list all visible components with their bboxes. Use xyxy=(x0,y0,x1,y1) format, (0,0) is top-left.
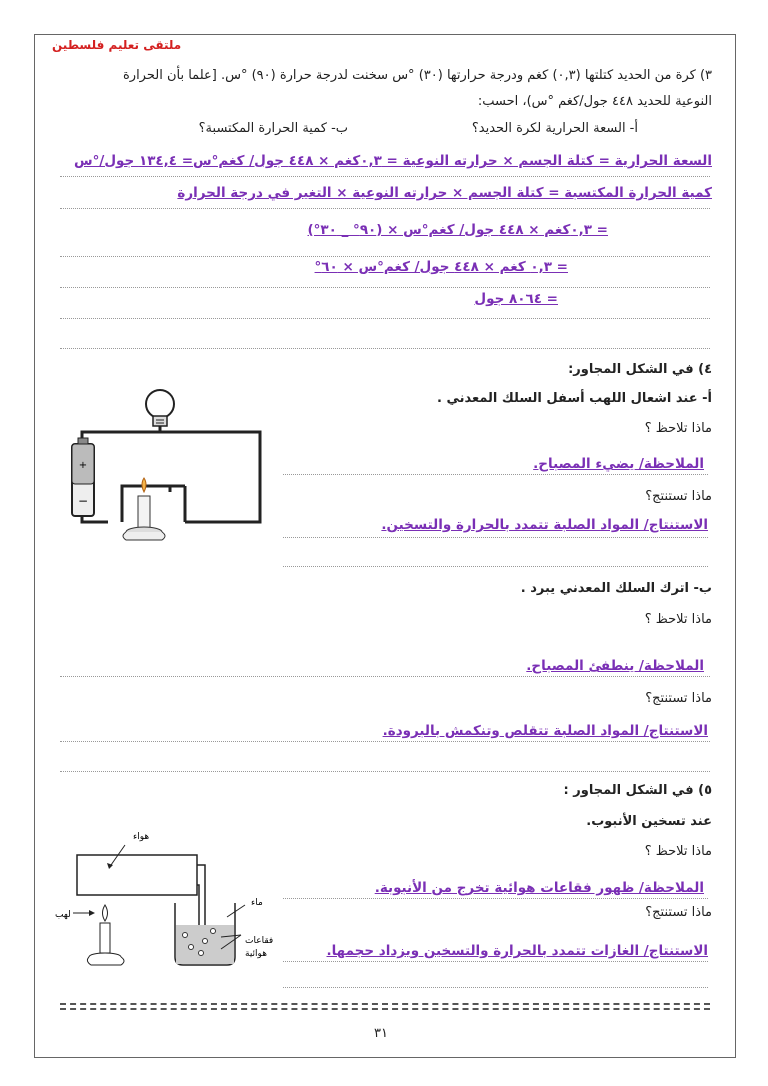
q3-line-2: النوعية للحديد ٤٤٨ جول/كغم °س)، احسب: xyxy=(477,94,712,109)
answer-line xyxy=(283,898,708,899)
answer-line xyxy=(60,741,710,742)
battery-icon xyxy=(72,438,94,516)
gas-expansion-diagram xyxy=(55,825,285,975)
q4-a-conclusion: الاستنتاج/ المواد الصلبة تتمدد بالحرارة والتسخين. xyxy=(381,517,708,533)
q3-answer-3: = ٠,٣كغم × ٤٤٨ جول/ كغم°س × (٩٠° _ ٣٠°) xyxy=(307,222,608,238)
q3-answer-1: السعة الحرارية = كتلة الجسم × حرارته النوعية = ٠,٣كغم × ٤٤٨ جول/ كغم°س= ١٣٤,٤ جول/°س xyxy=(74,153,712,169)
answer-line xyxy=(60,771,710,772)
separator-line xyxy=(60,1008,710,1010)
separator-line xyxy=(60,1003,710,1005)
label-bubbles-1: فقاعات xyxy=(245,936,274,946)
answer-line xyxy=(60,318,710,319)
q3-answer-2: كمية الحرارة المكتسبة = كتلة الجسم × حرارته النوعية × التغير في درجة الحرارة xyxy=(177,185,712,201)
q4-b-conclude-question: ماذا تستنتج؟ xyxy=(645,691,712,706)
flask-shape xyxy=(77,855,197,895)
q4-a-observe-question: ماذا تلاحظ ؟ xyxy=(644,421,712,436)
q3-answer-5: = ٨٠٦٤ جول xyxy=(474,291,558,307)
answer-line xyxy=(60,287,710,288)
answer-line xyxy=(60,348,710,349)
q5-title: ٥) في الشكل المجاور : xyxy=(563,783,712,798)
label-bubbles-2: هوائية xyxy=(245,949,267,959)
q5-conclusion: الاستنتاج/ الغازات تتمدد بالحرارة والتسخين ويزداد حجمها. xyxy=(326,943,708,959)
label-flame: لهب xyxy=(55,910,71,920)
q4-b-observation: الملاحظة/ ينطفئ المصباح. xyxy=(526,658,704,674)
answer-line xyxy=(283,987,708,988)
q4-a-conclude-question: ماذا تستنتج؟ xyxy=(645,489,712,504)
label-water: ماء xyxy=(251,898,263,908)
q4-a-observation: الملاحظة/ يضيء المصباح. xyxy=(533,456,704,472)
q4-title: ٤) في الشكل المجاور: xyxy=(568,362,712,377)
answer-line xyxy=(283,537,708,538)
q5-observe-question: ماذا تلاحظ ؟ xyxy=(644,844,712,859)
q3-line-1: ٣) كرة من الحديد كتلتها (٠,٣) كغم ودرجة حرارتها (٣٠) °س سخنت لدرجة حرارة (٩٠) °س. [علما بأن الحرارة xyxy=(122,68,712,83)
answer-line xyxy=(60,676,710,677)
q5-subtitle: عند تسخين الأنبوب. xyxy=(586,814,712,829)
answer-line xyxy=(283,961,708,962)
bulb-icon xyxy=(146,390,174,426)
svg-text:+: + xyxy=(78,460,88,471)
label-air: هواء xyxy=(133,832,150,842)
circuit-diagram xyxy=(60,380,280,570)
page-number: ٣١ xyxy=(374,1026,388,1041)
q3-part-b: ب- كمية الحرارة المكتسبة؟ xyxy=(198,121,348,136)
answer-line xyxy=(283,474,708,475)
answer-line xyxy=(60,176,710,177)
q5-conclude-question: ماذا تستنتج؟ xyxy=(645,905,712,920)
q3-part-a: أ- السعة الحرارية لكرة الحديد؟ xyxy=(471,121,638,136)
q5-observation: الملاحظة/ ظهور فقاعات هوائية تخرج من الأنبوبة. xyxy=(374,880,704,896)
q4-b-title: ب- اترك السلك المعدني يبرد . xyxy=(520,581,712,596)
brand-label: ملتقى تعليم فلسطين xyxy=(52,38,182,52)
answer-line xyxy=(60,208,710,209)
answer-line xyxy=(60,256,710,257)
svg-text:−: − xyxy=(77,494,89,508)
answer-line xyxy=(283,566,708,567)
q4-a-title: أ- عند اشعال اللهب أسفل السلك المعدني . xyxy=(436,391,712,406)
q4-b-conclusion: الاستنتاج/ المواد الصلبة تتقلص وتنكمش بالبرودة. xyxy=(382,723,708,739)
q4-b-observe-question: ماذا تلاحظ ؟ xyxy=(644,612,712,627)
q3-answer-4: = ٠,٣ كغم × ٤٤٨ جول/ كغم°س × ٦٠° xyxy=(314,259,568,275)
